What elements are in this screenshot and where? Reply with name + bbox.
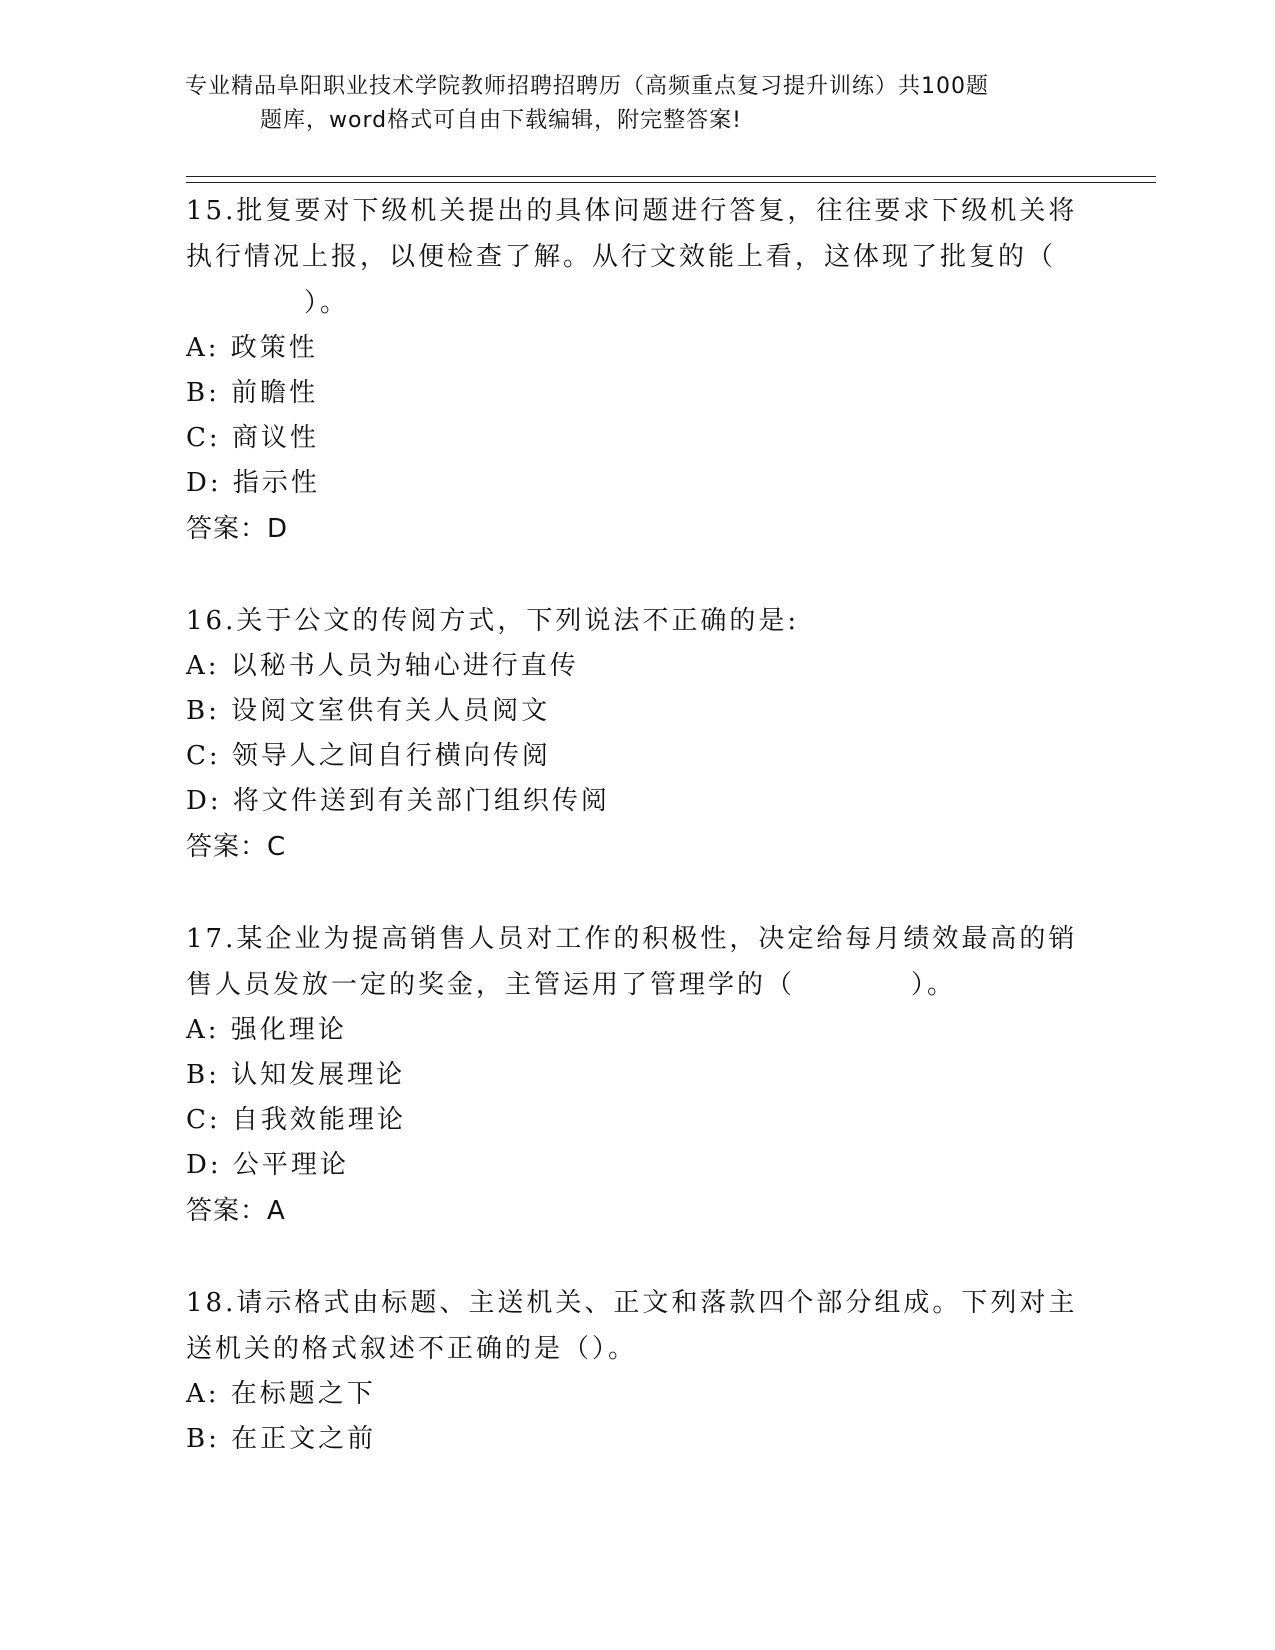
option-c: C: 商议性: [186, 423, 319, 453]
stem-line: 售人员发放一定的奖金，主管运用了管理学的（ ）。: [186, 970, 957, 1000]
question-list: [186, 188, 1086, 1508]
answer-text: 答案：C: [186, 832, 287, 862]
stem-line: 18.请示格式由标题、主送机关、正文和落款四个部分组成。下列对主: [186, 1288, 1078, 1318]
answer-text: 答案：A: [186, 1196, 286, 1226]
answer-text: 答案：D: [186, 514, 289, 544]
option-d: D: 公平理论: [186, 1150, 349, 1180]
option-b: B: 前瞻性: [186, 378, 319, 408]
question-15: [186, 188, 1086, 552]
option-d: D: 指示性: [186, 468, 320, 498]
stem-line: ）。: [304, 288, 350, 318]
stem-line: 执行情况上报，以便检查了解。从行文效能上看，这体现了批复的（: [186, 242, 1057, 272]
option-c: C: 自我效能理论: [186, 1105, 406, 1135]
header-title-line-1: 专业精品阜阳职业技术学院教师招聘招聘历（高频重点复习提升训练）共100题: [185, 74, 989, 99]
option-a: A: 政策性: [186, 333, 318, 363]
question-stem: [186, 1280, 1086, 1372]
document-header: [185, 70, 1065, 138]
stem-line: 15.批复要对下级机关提出的具体问题进行答复，往往要求下级机关将: [186, 196, 1078, 226]
option-a: A: 强化理论: [186, 1015, 347, 1045]
question-stem: [186, 598, 1086, 644]
question-18: [186, 1280, 1086, 1462]
question-16: [186, 598, 1086, 870]
stem-line: 送机关的格式叙述不正确的是（）。: [186, 1334, 638, 1364]
header-title-line-2: 题库，word格式可自由下载编辑，附完整答案!: [260, 108, 742, 133]
option-d: D: 将文件送到有关部门组织传阅: [186, 786, 610, 816]
option-b: B: 认知发展理论: [186, 1060, 406, 1090]
option-a: A: 在标题之下: [186, 1379, 376, 1409]
question-17: [186, 916, 1086, 1234]
stem-line: 17.某企业为提高销售人员对工作的积极性，决定给每月绩效最高的销: [186, 924, 1078, 954]
question-stem: [186, 916, 1086, 1008]
stem-line: 16.关于公文的传阅方式，下列说法不正确的是:: [186, 606, 800, 636]
header-divider: [186, 176, 1156, 183]
option-c: C: 领导人之间自行横向传阅: [186, 741, 551, 771]
option-b: B: 在正文之前: [186, 1424, 377, 1454]
option-a: A: 以秘书人员为轴心进行直传: [186, 651, 579, 681]
option-b: B: 设阅文室供有关人员阅文: [186, 696, 551, 726]
question-stem: [186, 188, 1086, 326]
